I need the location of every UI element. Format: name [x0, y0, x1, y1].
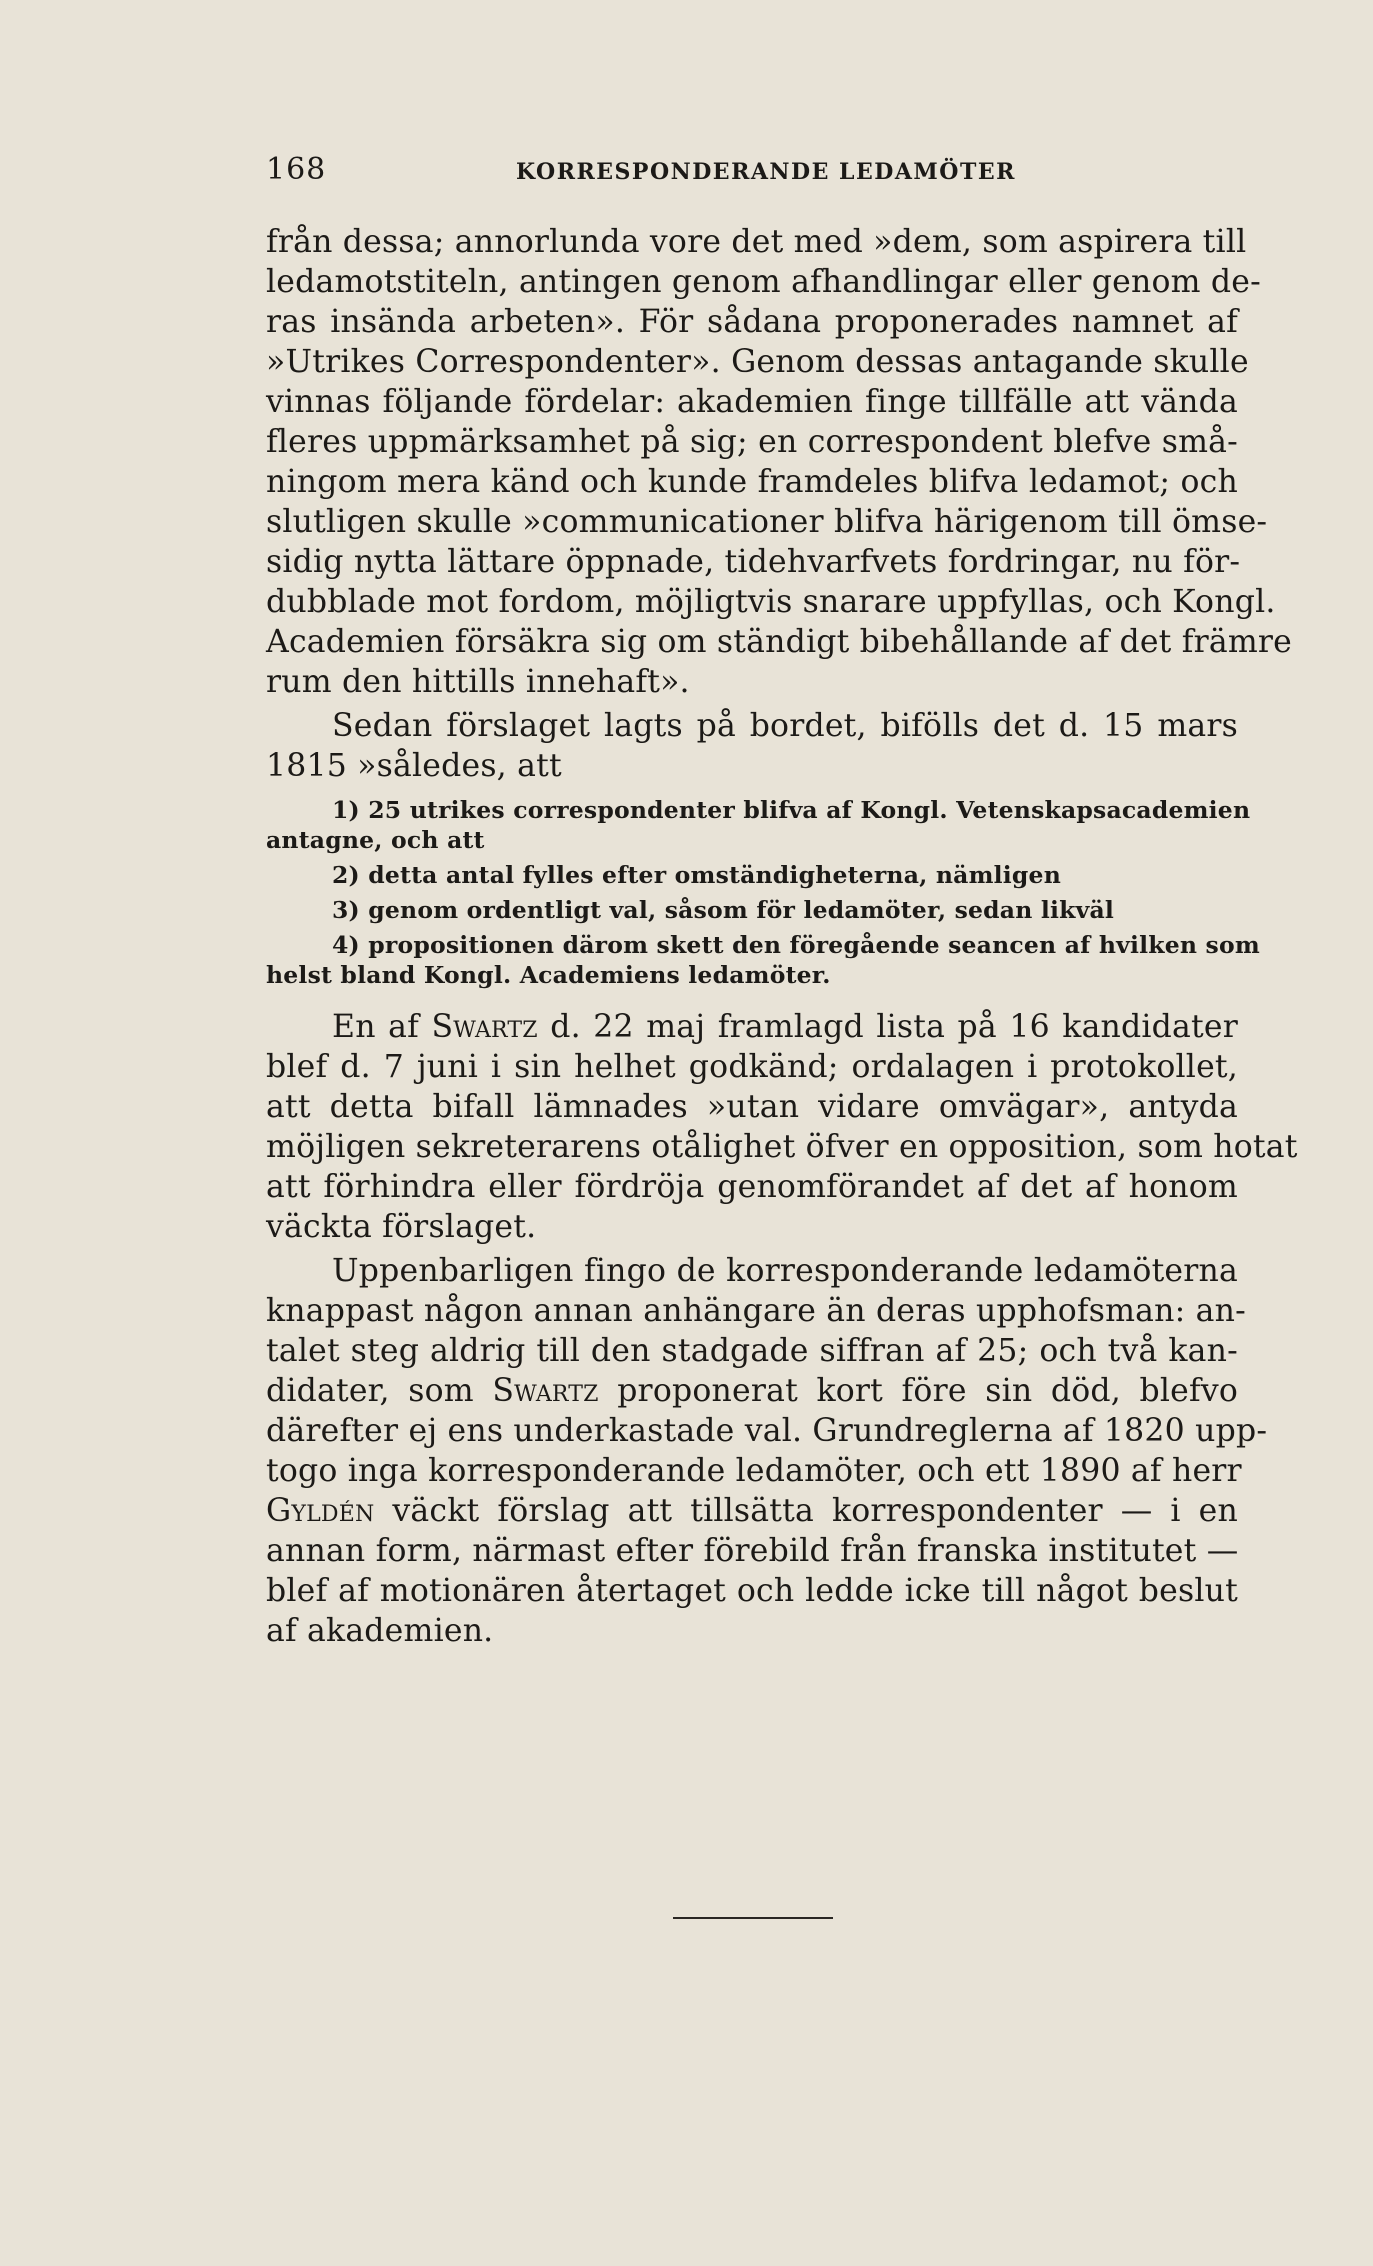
text-line: ras insända arbeten». För sådana proponerades namnet af — [266, 304, 1238, 340]
text-line: talet steg aldrig till den stadgade siffran af 25; och två kan- — [266, 1333, 1238, 1369]
text-line: 1815 »således, att — [266, 748, 562, 784]
text-line: blef d. 7 juni i sin helhet godkänd; ordalagen i protokollet, — [266, 1049, 1238, 1085]
text-line: annan form, närmast efter förebild från franska institutet — — [266, 1533, 1239, 1569]
quoted-item: antagne, och att — [266, 826, 485, 854]
text-line: blef af motionären återtaget och ledde icke till något beslut — [266, 1573, 1238, 1609]
text-line: fleres uppmärksamhet på sig; en correspondent blefve små- — [266, 424, 1238, 460]
quoted-item: 1) 25 utrikes correspondenter blifva af Kongl. Vetenskapsacademien — [332, 796, 1251, 824]
text-line: vinnas följande fördelar: akademien finge tillfälle att vända — [266, 384, 1238, 420]
text-line: slutligen skulle »communicationer blifva härigenom till ömse- — [266, 504, 1268, 540]
text-line: att förhindra eller fördröja genomförandet af det af honom — [266, 1169, 1238, 1205]
text-line: knappast någon annan anhängare än deras upphofsman: an- — [266, 1293, 1246, 1329]
section-rule — [673, 1917, 833, 1919]
text-line: Sedan förslaget lagts på bordet, bifölls det d. 15 mars — [332, 708, 1238, 744]
text-line: af akademien. — [266, 1613, 494, 1649]
running-title: KORRESPONDERANDE LEDAMÖTER — [516, 159, 1016, 185]
quoted-item: 2) detta antal fylles efter omständigheterna, nämligen — [332, 861, 1061, 889]
person-name: Swartz — [431, 1009, 538, 1045]
page-header — [266, 152, 1238, 192]
text-line: möjligen sekreterarens otålighet öfver en opposition, som hotat — [266, 1129, 1298, 1165]
text-line: rum den hittills innehaft». — [266, 664, 690, 700]
text-line: från dessa; annorlunda vore det med »dem, som aspirera till — [266, 224, 1247, 260]
text-line: dubblade mot fordom, möjligtvis snarare uppfyllas, och Kongl. — [266, 584, 1276, 620]
text-line: att detta bifall lämnades »utan vidare omvägar», antyda — [266, 1089, 1238, 1125]
text-line: Gyldén väckt förslag att tillsätta korrespondenter — i en — [266, 1493, 1238, 1529]
person-name: Swartz — [492, 1373, 599, 1409]
text-line: därefter ej ens underkastade val. Grundreglerna af 1820 upp- — [266, 1413, 1268, 1449]
person-name: Gyldén — [266, 1493, 375, 1529]
quoted-item: 4) propositionen därom skett den föregående seancen af hvilken som — [332, 931, 1260, 959]
text-line: Academien försäkra sig om ständigt bibehållande af det främre — [266, 624, 1292, 660]
quoted-item: 3) genom ordentligt val, såsom för ledamöter, sedan likväl — [332, 896, 1115, 924]
text-line: väckta förslaget. — [266, 1209, 537, 1245]
text-line: ledamotstiteln, antingen genom afhandlingar eller genom de- — [266, 264, 1261, 300]
text-line: »Utrikes Correspondenter». Genom dessas antagande skulle — [266, 344, 1249, 380]
text-line: Uppenbarligen fingo de korresponderande ledamöterna — [332, 1253, 1238, 1289]
text-line: togo inga korresponderande ledamöter, och ett 1890 af herr — [266, 1453, 1242, 1489]
text-line: sidig nytta lättare öppnade, tidehvarfvets fordringar, nu för- — [266, 544, 1241, 580]
page-number: 168 — [266, 152, 327, 187]
text-line: En af Swartz d. 22 maj framlagd lista på 16 kandidater — [332, 1009, 1238, 1045]
text-line: didater, som Swartz proponerat kort före sin död, blefvo — [266, 1373, 1238, 1409]
quoted-item: helst bland Kongl. Academiens ledamöter. — [266, 961, 831, 989]
text-line: ningom mera känd och kunde framdeles blifva ledamot; och — [266, 464, 1238, 500]
